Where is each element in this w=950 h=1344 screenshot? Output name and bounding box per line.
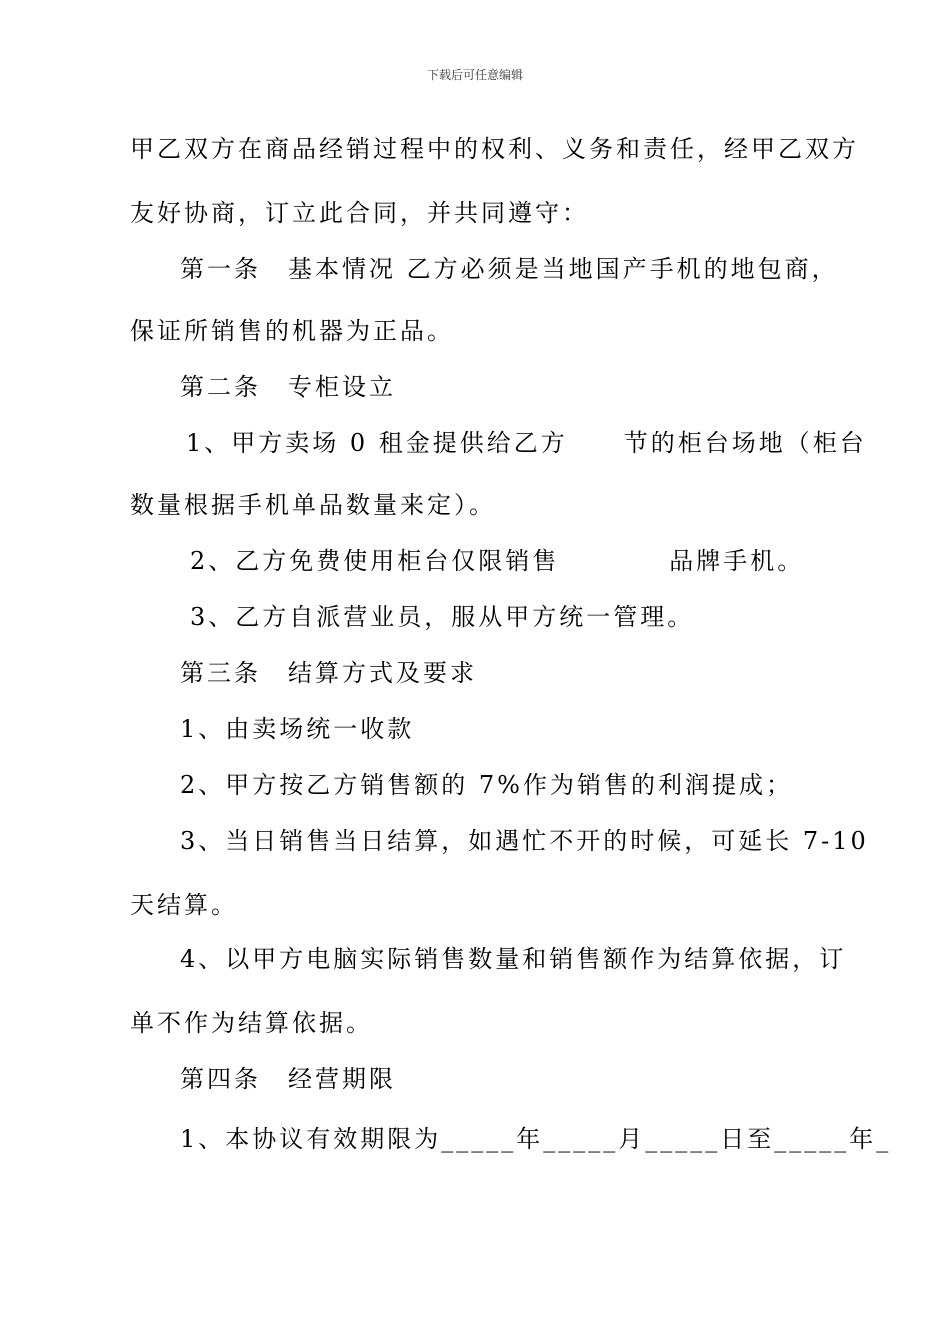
article-2-item-1 — [186, 428, 906, 458]
article-1-line: 第一条 基本情况 乙方必须是当地国产手机的地包商， — [180, 255, 839, 283]
item-text: 1、甲方卖场 0 租金提供给乙方 — [186, 429, 568, 457]
item-text: 节的柜台场地（柜台 — [623, 429, 867, 457]
article-4-item-1: 1、本协议有效期限为_____年_____月_____日至_____年_ — [180, 1125, 892, 1153]
article-3-item-4: 4、以甲方电脑实际销售数量和销售额作为结算依据，订 — [180, 945, 847, 973]
paragraph-line: 单不作为结算依据。 — [130, 1009, 373, 1037]
paragraph-line: 甲乙双方在商品经销过程中的权利、义务和责任，经甲乙双方 — [130, 135, 859, 163]
article-3-item-2: 2、甲方按乙方销售额的 7%作为销售的利润提成； — [180, 771, 793, 799]
paragraph-line: 友好协商，订立此合同，并共同遵守： — [130, 199, 589, 227]
article-4-heading: 第四条 经营期限 — [180, 1065, 396, 1093]
paragraph-line: 保证所销售的机器为正品。 — [130, 317, 454, 345]
item-text: 品牌手机。 — [669, 547, 805, 575]
article-3-item-1: 1、由卖场统一收款 — [180, 715, 415, 743]
article-3-heading: 第三条 结算方式及要求 — [180, 659, 477, 687]
paragraph-line: 数量根据手机单品数量来定）。 — [130, 491, 496, 519]
article-2-item-2 — [190, 546, 910, 576]
article-2-item-3: 3、乙方自派营业员，服从甲方统一管理。 — [190, 603, 695, 631]
page-header: 下载后可任意编辑 — [426, 68, 523, 82]
article-2-heading: 第二条 专柜设立 — [180, 373, 396, 401]
paragraph-line: 天结算。 — [130, 891, 238, 919]
article-3-item-3: 3、当日销售当日结算，如遇忙不开的时候，可延长 7-10 — [180, 827, 869, 855]
item-text: 2、乙方免费使用柜台仅限销售 — [190, 547, 560, 575]
